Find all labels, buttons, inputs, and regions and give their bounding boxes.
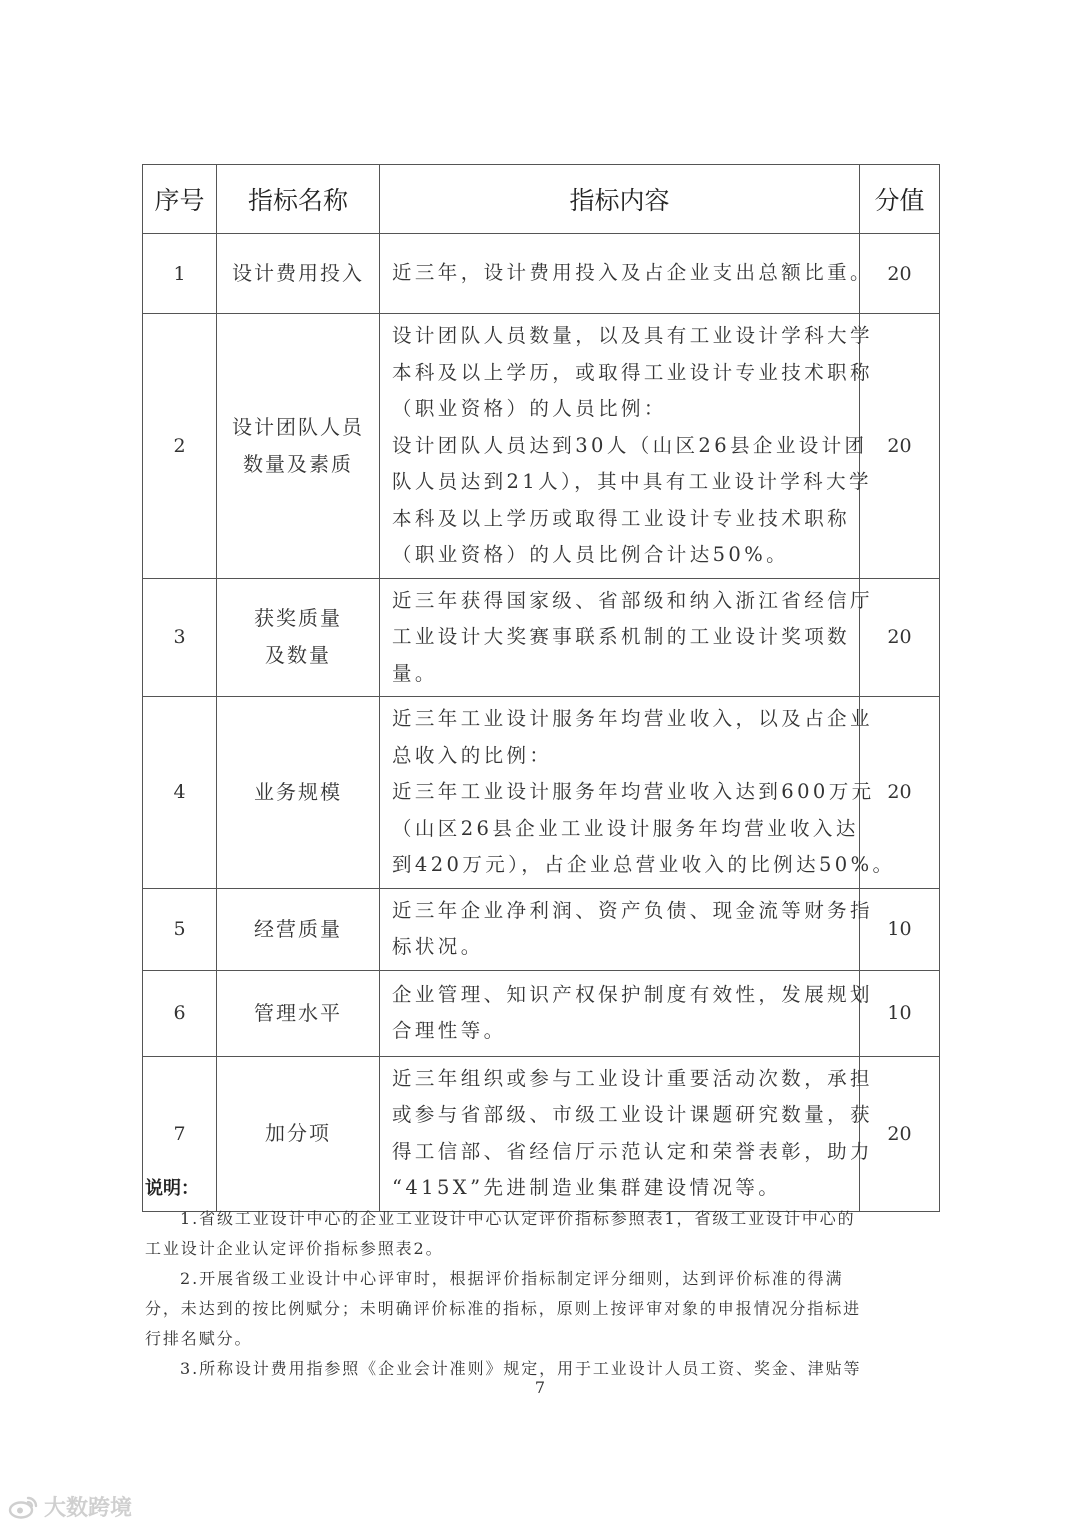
row-index-content xyxy=(380,697,896,889)
header-serial-number: 序号 xyxy=(143,165,217,234)
content-line: 量。 xyxy=(392,661,438,685)
header-index-content: 指标内容 xyxy=(380,165,860,234)
content-line: 设计团队人员达到30人（山区26县企业设计团 xyxy=(392,433,868,457)
row-score: 10 xyxy=(860,970,940,1056)
table-row xyxy=(143,234,940,314)
table-row xyxy=(143,697,940,889)
row-index-content xyxy=(380,314,873,579)
row-score: 20 xyxy=(860,314,940,579)
content-line: 队人员达到21人），其中具有工业设计学科大学 xyxy=(392,470,872,493)
index-name-line: 及数量 xyxy=(265,643,331,668)
content-line: 近三年获得国家级、省部级和纳入浙江省经信厅 xyxy=(392,588,873,612)
content-line: （职业资格）的人员比例： xyxy=(392,397,667,420)
content-line: 近三年，设计费用投入及占企业支出总额比重。 xyxy=(392,261,873,285)
content-line: 近三年组织或参与工业设计重要活动次数，承担 xyxy=(392,1066,873,1090)
table-row xyxy=(143,970,940,1056)
watermark xyxy=(8,1491,132,1522)
note-line: 2.开展省级工业设计中心评审时，根据评价指标制定评分细则，达到评价标准的得满 xyxy=(180,1269,844,1288)
row-index-name xyxy=(217,697,380,889)
row-serial-number: 1 xyxy=(143,234,217,314)
evaluation-index-table xyxy=(142,164,940,1212)
content-line: 总收入的比例： xyxy=(392,743,553,767)
content-line: 近三年工业设计服务年均营业收入达到600万元 xyxy=(392,780,875,803)
content-line: 本科及以上学历，或取得工业设计专业技术职称 xyxy=(392,360,873,384)
row-index-name xyxy=(217,970,380,1056)
content-line: 企业管理、知识产权保护制度有效性，发展规划 xyxy=(392,982,873,1006)
row-score: 20 xyxy=(860,234,940,314)
content-line: 得工信部、省经信厅示范认定和荣誉表彰，助力 xyxy=(392,1139,873,1163)
row-serial-number: 5 xyxy=(143,888,217,970)
notes-title: 说明： xyxy=(145,1178,199,1199)
index-name-line: 管理水平 xyxy=(254,1000,342,1025)
table-row xyxy=(143,578,940,697)
content-line: 合理性等。 xyxy=(392,1019,507,1042)
row-index-content xyxy=(380,970,873,1056)
note-line: 1.省级工业设计中心的企业工业设计中心认定评价指标参照表1，省级工业设计中心的 xyxy=(180,1209,856,1228)
row-index-name xyxy=(217,888,380,970)
index-name-line: 设计团队人员 xyxy=(232,414,364,439)
content-line: 或参与省部级、市级工业设计课题研究数量，获 xyxy=(392,1103,873,1126)
row-index-content xyxy=(380,234,873,314)
row-score: 20 xyxy=(860,578,940,697)
table-row xyxy=(143,314,940,579)
content-line: 到420万元），占企业总营业收入的比例达50%。 xyxy=(392,853,896,876)
notes-section xyxy=(145,1174,940,1384)
row-score: 20 xyxy=(860,697,940,889)
row-index-name xyxy=(217,234,380,314)
row-serial-number: 4 xyxy=(143,697,217,889)
page-number: 7 xyxy=(534,1378,546,1397)
index-name-line: 加分项 xyxy=(265,1121,331,1145)
content-line: （山区26县企业工业设计服务年均营业收入达 xyxy=(392,816,859,840)
note-line: 行排名赋分。 xyxy=(145,1329,253,1348)
row-serial-number: 7 xyxy=(143,1056,217,1211)
table-row xyxy=(143,888,940,970)
content-line: （职业资格）的人员比例合计达50%。 xyxy=(392,543,790,566)
row-score: 20 xyxy=(860,1056,940,1211)
note-line: 分，未达到的按比例赋分；未明确评价标准的指标，原则上按评审对象的申报情况分指标进 xyxy=(145,1299,862,1318)
content-line: “415X”先进制造业集群建设情况等。 xyxy=(392,1176,782,1199)
header-score: 分值 xyxy=(860,165,940,234)
note-line: 3.所称设计费用指参照《企业会计准则》规定，用于工业设计人员工资、奖金、津贴等 xyxy=(180,1359,862,1378)
content-line: 设计团队人员数量，以及具有工业设计学科大学 xyxy=(392,324,873,347)
row-index-content xyxy=(380,888,873,970)
header-index-name: 指标名称 xyxy=(217,165,380,234)
row-serial-number: 6 xyxy=(143,970,217,1056)
content-line: 近三年工业设计服务年均营业收入，以及占企业 xyxy=(392,707,873,730)
content-line: 工业设计大奖赛事联系机制的工业设计奖项数 xyxy=(392,625,851,648)
index-name-line: 经营质量 xyxy=(254,916,342,941)
note-line: 工业设计企业认定评价指标参照表2。 xyxy=(145,1239,444,1258)
row-index-content xyxy=(380,578,873,697)
row-score: 10 xyxy=(860,888,940,970)
row-index-name xyxy=(217,578,380,697)
index-name-line: 获奖质量 xyxy=(254,606,342,631)
content-line: 近三年企业净利润、资产负债、现金流等财务指 xyxy=(392,898,873,922)
row-serial-number: 2 xyxy=(143,314,217,579)
index-name-line: 数量及素质 xyxy=(243,451,353,476)
content-line: 本科及以上学历或取得工业设计专业技术职称 xyxy=(392,506,851,530)
index-name-line: 设计费用投入 xyxy=(232,261,364,285)
watermark-text: 大数跨境 xyxy=(44,1496,133,1521)
content-line: 标状况。 xyxy=(392,935,484,958)
row-serial-number: 3 xyxy=(143,578,217,697)
row-index-name xyxy=(217,314,380,579)
index-name-line: 业务规模 xyxy=(254,779,342,804)
weibo-logo-icon xyxy=(8,1495,38,1519)
table-header-row xyxy=(143,165,940,234)
